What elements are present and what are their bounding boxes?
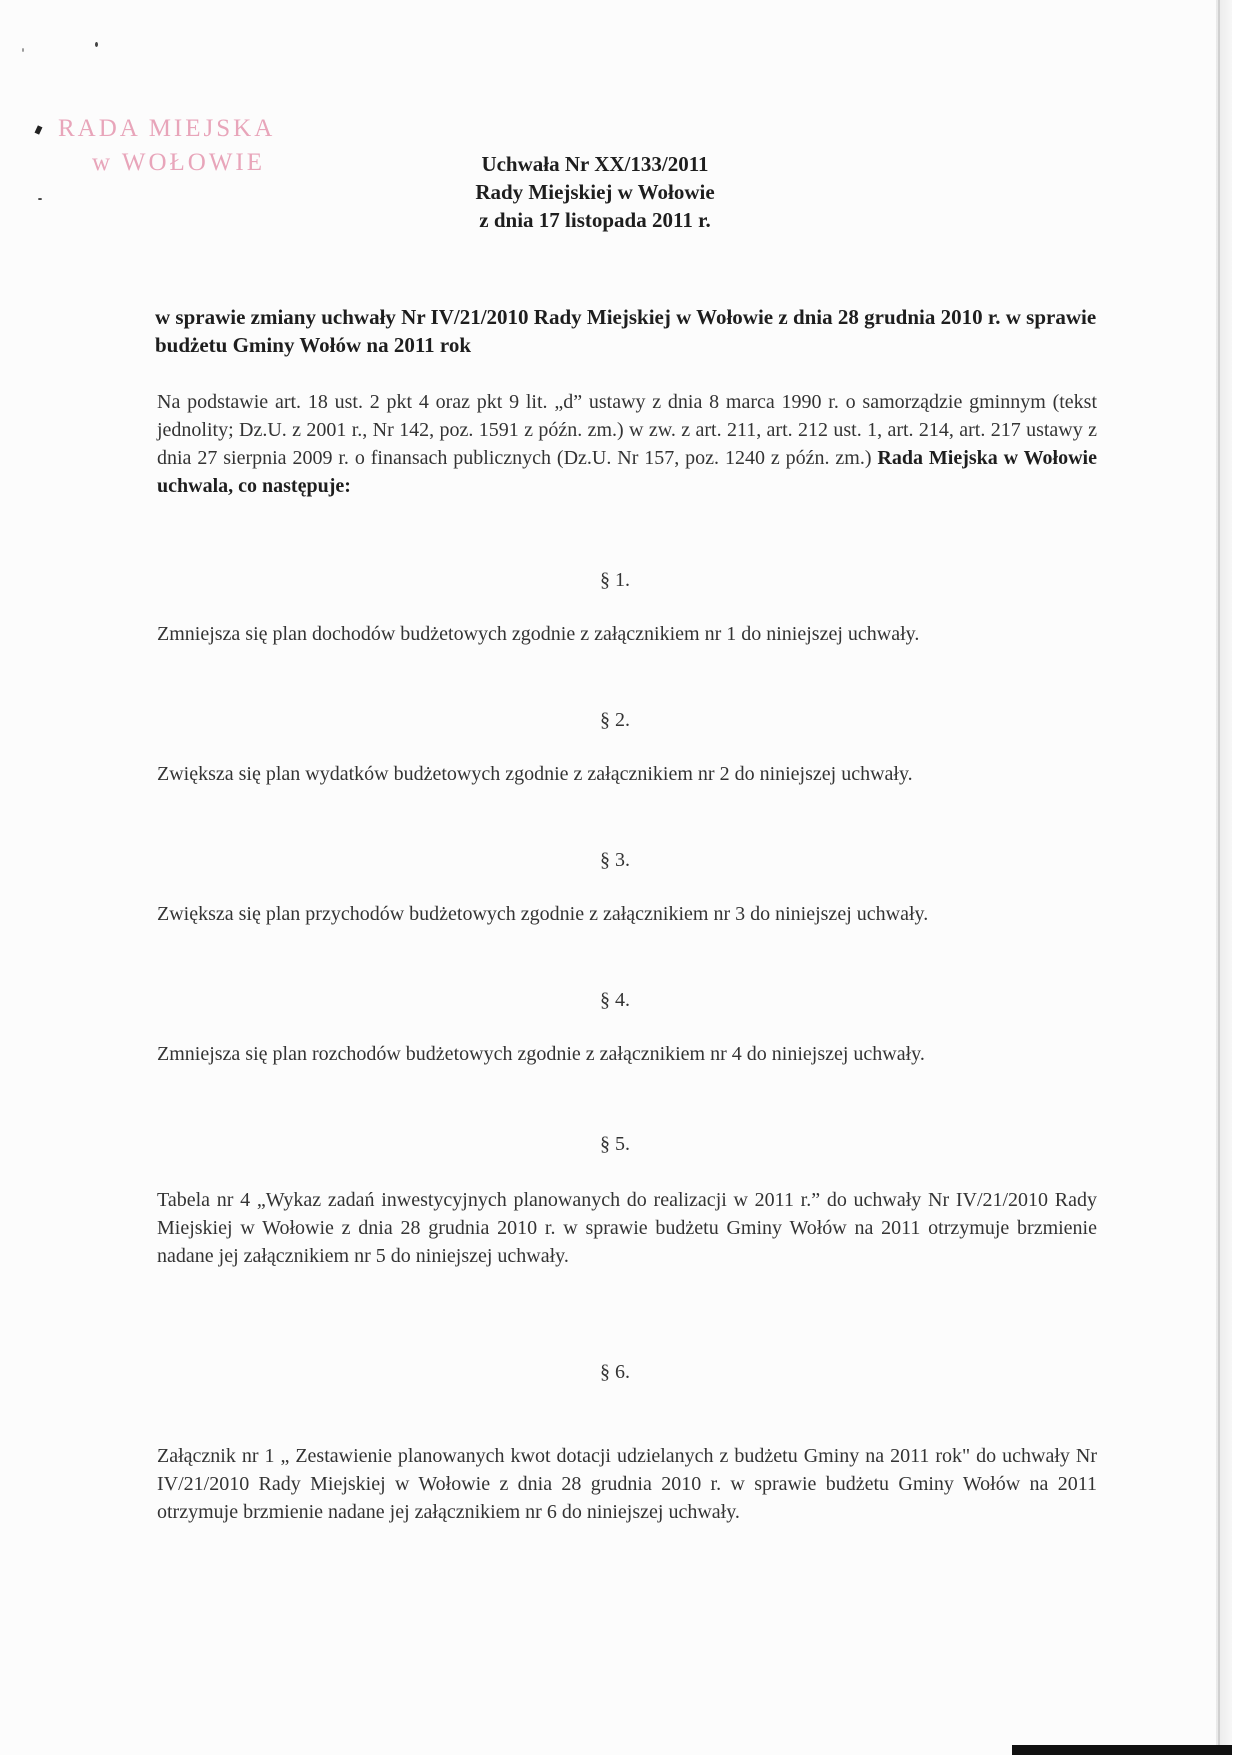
preamble (157, 388, 1097, 500)
resolution-header (430, 150, 760, 234)
section-text-5: Tabela nr 4 „Wykaz zadań inwestycyjnych planowanych do realizacji w 2011 r.” do uchwały Nr IV/21/2010 Rady Miejskiej w Wołowie z dnia 28 grudnia 2010 r. w sprawie budżetu Gminy Wołów na 2011 otrzymuje brzmienie nadane jej załącznikiem nr 5 do niniejszej uchwały. (157, 1189, 1097, 1267)
resolution-council: Rady Miejskiej w Wołowie (475, 180, 715, 204)
section-mark-1: § 1. (600, 569, 630, 591)
scan-corner-mark (1012, 1745, 1232, 1755)
scan-speck (22, 48, 24, 52)
preamble-enacting-formula: Rada Miejska w Wołowie uchwala, co następuje: (157, 447, 1097, 497)
section-text-6: Załącznik nr 1 „ Zestawienie planowanych kwot dotacji udzielanych z budżetu Gminy na 2011 rok" do uchwały Nr IV/21/2010 Rady Miejskiej w Wołowie z dnia 28 grudnia 2010 r. w sprawie budżetu Gminy Wołów na 2011 otrzymuje brzmienie nadane jej załącznikiem nr 6 do niniejszej uchwały. (157, 1445, 1097, 1523)
council-stamp (58, 112, 275, 180)
section-mark-6: § 6. (600, 1361, 630, 1383)
section-text-4: Zmniejsza się plan rozchodów budżetowych zgodnie z załącznikiem nr 4 do niniejszej uchwały. (157, 1043, 925, 1065)
scan-speck (38, 198, 42, 200)
resolution-subject: w sprawie zmiany uchwały Nr IV/21/2010 Rady Miejskiej w Wołowie z dnia 28 grudnia 2010 r. w sprawie budżetu Gminy Wołów na 2011 rok (155, 305, 1097, 357)
stamp-mark (35, 125, 43, 134)
preamble-text: Na podstawie art. 18 ust. 2 pkt 4 oraz pkt 9 lit. „d” ustawy z dnia 8 marca 1990 r. o samorządzie gminnym (tekst jednolity; Dz.U. z 2001 r., Nr 142, poz. 1591 z późn. zm.) w zw. z art. 211, art. 212 ust. 1, art. 214, art. 217 ustawy z dnia 27 sierpnia 2009 r. o finansach publicznych (Dz.U. Nr 157, poz. 1240 z późn. zm.) (157, 391, 1097, 469)
section-mark-2: § 2. (600, 709, 630, 731)
resolution-date: z dnia 17 listopada 2011 r. (479, 208, 711, 232)
stamp-line-1: RADA MIEJSKA (58, 115, 276, 142)
scan-edge (1216, 0, 1232, 1755)
resolution-number: Uchwała Nr XX/133/2011 (481, 152, 709, 176)
section-mark-4: § 4. (600, 989, 630, 1011)
section-text-3: Zwiększa się plan przychodów budżetowych zgodnie z załącznikiem nr 3 do niniejszej uchwały. (157, 903, 929, 925)
stamp-line-2: w WOŁOWIE (92, 149, 266, 176)
section-mark-3: § 3. (600, 849, 630, 871)
section-mark-5: § 5. (600, 1133, 630, 1155)
scan-speck (95, 42, 98, 47)
section-text-1: Zmniejsza się plan dochodów budżetowych zgodnie z załącznikiem nr 1 do niniejszej uchwały. (157, 623, 920, 645)
section-text-2: Zwiększa się plan wydatków budżetowych zgodnie z załącznikiem nr 2 do niniejszej uchwały. (157, 763, 913, 785)
